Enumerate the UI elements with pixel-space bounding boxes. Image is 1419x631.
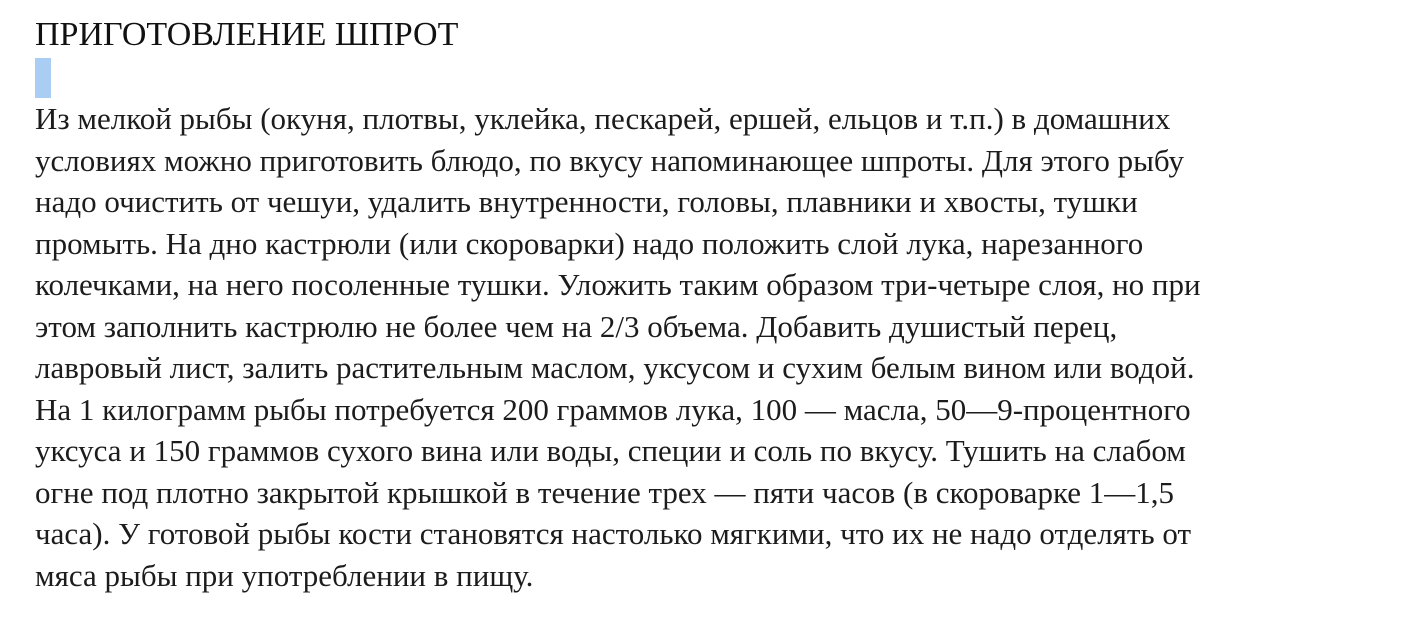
document-title[interactable]: ПРИГОТОВЛЕНИЕ ШПРОТ <box>35 16 459 53</box>
text-cursor <box>35 58 51 98</box>
document-body-paragraph[interactable]: Из мелкой рыбы (окуня, плотвы, уклейка, пескарей, ершей, ельцов и т.п.) в домашних условиях можно приготовить блюдо, по вкусу напоминающее шпроты. Для этого рыбу надо очистить от чешуи, удалить внутренности, головы, плавники и хвосты, тушки промыть. На дно кастрюли (или скороварки) надо положить слой лука, нарезанного колечками, на него посоленные тушки. Уложить таким образом три-четыре слоя, но при этом заполнить кастрюлю не более чем на 2/3 объема. Добавить душистый перец, лавровый лист, залить растительным маслом, уксусом и сухим белым вином или водой. На 1 килограмм рыбы потребуется 200 граммов лука, 100 — масла, 50—9-процентного уксуса и 150 граммов сухого вина или воды, специи и соль по вкусу. Тушить на слабом огне под плотно закрытой крышкой в течение трех — пяти часов (в скороварке 1—1,5 часа). У готовой рыбы кости становятся настолько мягкими, что их не надо отделять от мяса рыбы при употреблении в пищу. <box>35 101 1201 593</box>
empty-line[interactable] <box>35 58 1410 98</box>
document-page <box>35 12 1410 596</box>
